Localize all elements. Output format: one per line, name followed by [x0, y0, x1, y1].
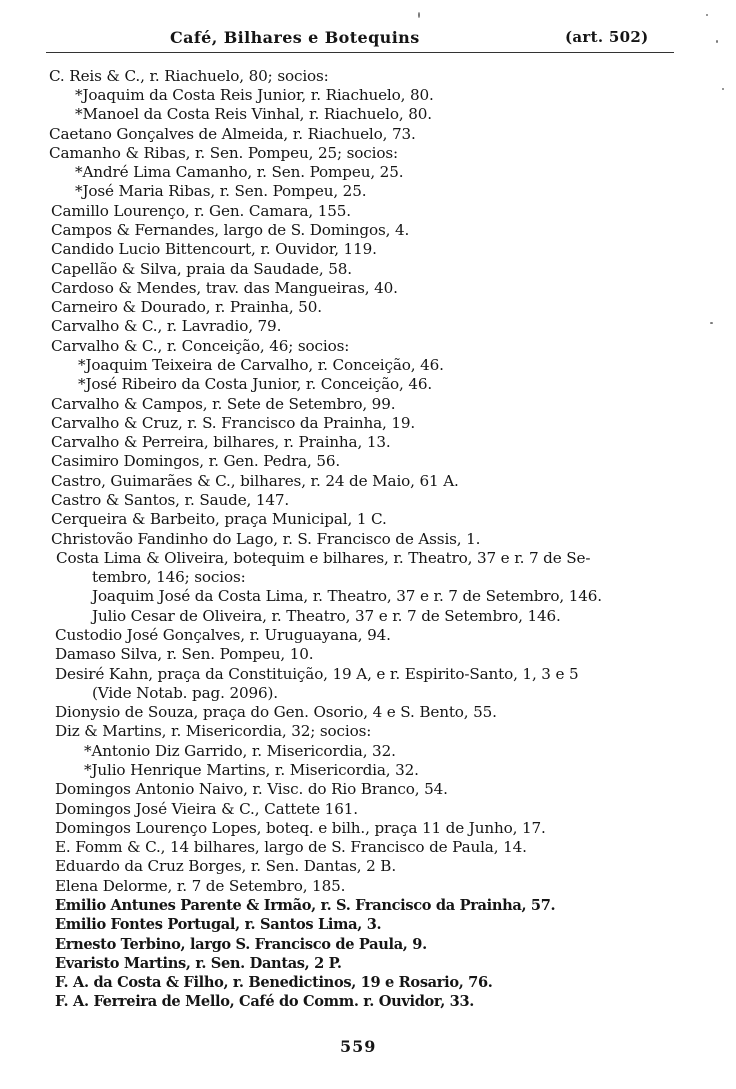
list-item: F. A. Ferreira de Mello, Café do Comm. r. Ouvidor, 33.	[55, 993, 475, 1010]
list-item: Domingos José Vieira & C., Cattete 161.	[55, 800, 358, 818]
list-item: Carvalho & Campos, r. Sete de Setembro, 99.	[51, 395, 396, 413]
list-item: Cerqueira & Barbeito, praça Municipal, 1 C.	[51, 510, 387, 528]
list-item: Casimiro Domingos, r. Gen. Pedra, 56.	[51, 452, 341, 470]
list-item: F. A. da Costa & Filho, r. Benedictinos, 19 e Rosario, 76.	[55, 974, 493, 991]
list-item: Ernesto Terbino, largo S. Francisco de Paula, 9.	[55, 936, 427, 953]
list-item: Camillo Lourenço, r. Gen. Camara, 155.	[51, 202, 351, 220]
list-item: Custodio José Gonçalves, r. Uruguayana, 94.	[55, 626, 391, 644]
list-item: Candido Lucio Bittencourt, r. Ouvidor, 119.	[51, 240, 377, 258]
list-item: Elena Delorme, r. 7 de Setembro, 185.	[55, 877, 346, 895]
list-item: *Julio Henrique Martins, r. Misericordia, 32.	[84, 761, 419, 779]
list-item: Capellão & Silva, praia da Saudade, 58.	[51, 260, 352, 278]
list-item: Eduardo da Cruz Borges, r. Sen. Dantas, 2 B.	[55, 857, 396, 875]
list-item: *Antonio Diz Garrido, r. Misericordia, 32.	[84, 742, 396, 760]
scan-speck	[716, 40, 718, 43]
list-item: Julio Cesar de Oliveira, r. Theatro, 37 e r. 7 de Setembro, 146.	[92, 607, 561, 625]
list-item: *Joaquim da Costa Reis Junior, r. Riachuelo, 80.	[75, 86, 434, 104]
scan-speck	[722, 88, 724, 90]
list-item: Carvalho & Perreira, bilhares, r. Prainha, 13.	[51, 433, 391, 451]
list-item: Desiré Kahn, praça da Constituição, 19 A, e r. Espirito-Santo, 1, 3 e 5	[55, 665, 579, 683]
list-item: Christovão Fandinho do Lago, r. S. Francisco de Assis, 1.	[51, 530, 481, 548]
list-item: Evaristo Martins, r. Sen. Dantas, 2 P.	[55, 955, 342, 972]
list-item: Carvalho & C., r. Conceição, 46; socios:	[51, 337, 350, 355]
list-item: Emilio Fontes Portugal, r. Santos Lima, 3.	[55, 916, 382, 933]
list-item: Camanho & Ribas, r. Sen. Pompeu, 25; socios:	[49, 144, 398, 162]
list-item: (Vide Notab. pag. 2096).	[92, 684, 278, 702]
scan-speck	[706, 14, 708, 16]
running-title: Café, Bilhares e Botequins	[170, 28, 420, 47]
list-item: Damaso Silva, r. Sen. Pompeu, 10.	[55, 645, 314, 663]
list-item: Carvalho & C., r. Lavradio, 79.	[51, 317, 282, 335]
list-item: Domingos Lourenço Lopes, boteq. e bilh., praça 11 de Junho, 17.	[55, 819, 546, 837]
list-item: Costa Lima & Oliveira, botequim e bilhares, r. Theatro, 37 e r. 7 de Se-	[56, 549, 591, 567]
list-item: *André Lima Camanho, r. Sen. Pompeu, 25.	[75, 163, 404, 181]
list-item: Carvalho & Cruz, r. S. Francisco da Prainha, 19.	[51, 414, 416, 432]
list-item: Carneiro & Dourado, r. Prainha, 50.	[51, 298, 322, 316]
list-item: Caetano Gonçalves de Almeida, r. Riachuelo, 73.	[49, 125, 416, 143]
list-item: E. Fomm & C., 14 bilhares, largo de S. Francisco de Paula, 14.	[55, 838, 527, 856]
list-item: Joaquim José da Costa Lima, r. Theatro, 37 e r. 7 de Setembro, 146.	[92, 587, 602, 605]
list-item: Diz & Martins, r. Misericordia, 32; socios:	[55, 722, 372, 740]
list-item: Emilio Antunes Parente & Irmão, r. S. Francisco da Prainha, 57.	[55, 897, 556, 914]
list-item: Dionysio de Souza, praça do Gen. Osorio, 4 e S. Bento, 55.	[55, 703, 497, 721]
list-item: *José Maria Ribas, r. Sen. Pompeu, 25.	[75, 182, 367, 200]
list-item: Cardoso & Mendes, trav. das Mangueiras, 40.	[51, 279, 398, 297]
list-item: Castro, Guimarães & C., bilhares, r. 24 de Maio, 61 A.	[51, 472, 459, 490]
list-item: C. Reis & C., r. Riachuelo, 80; socios:	[49, 67, 329, 85]
list-item: tembro, 146; socios:	[92, 568, 246, 586]
list-item: Domingos Antonio Naivo, r. Visc. do Rio Branco, 54.	[55, 780, 448, 798]
scan-speck	[418, 12, 420, 18]
scan-speck	[710, 322, 713, 324]
page-number: 559	[340, 1037, 377, 1056]
list-item: *Manoel da Costa Reis Vinhal, r. Riachuelo, 80.	[75, 105, 432, 123]
article-reference: (art. 502)	[565, 28, 649, 46]
list-item: *José Ribeiro da Costa Junior, r. Conceição, 46.	[78, 375, 433, 393]
list-item: *Joaquim Teixeira de Carvalho, r. Conceição, 46.	[78, 356, 444, 374]
list-item: Castro & Santos, r. Saude, 147.	[51, 491, 290, 509]
list-item: Campos & Fernandes, largo de S. Domingos, 4.	[51, 221, 410, 239]
